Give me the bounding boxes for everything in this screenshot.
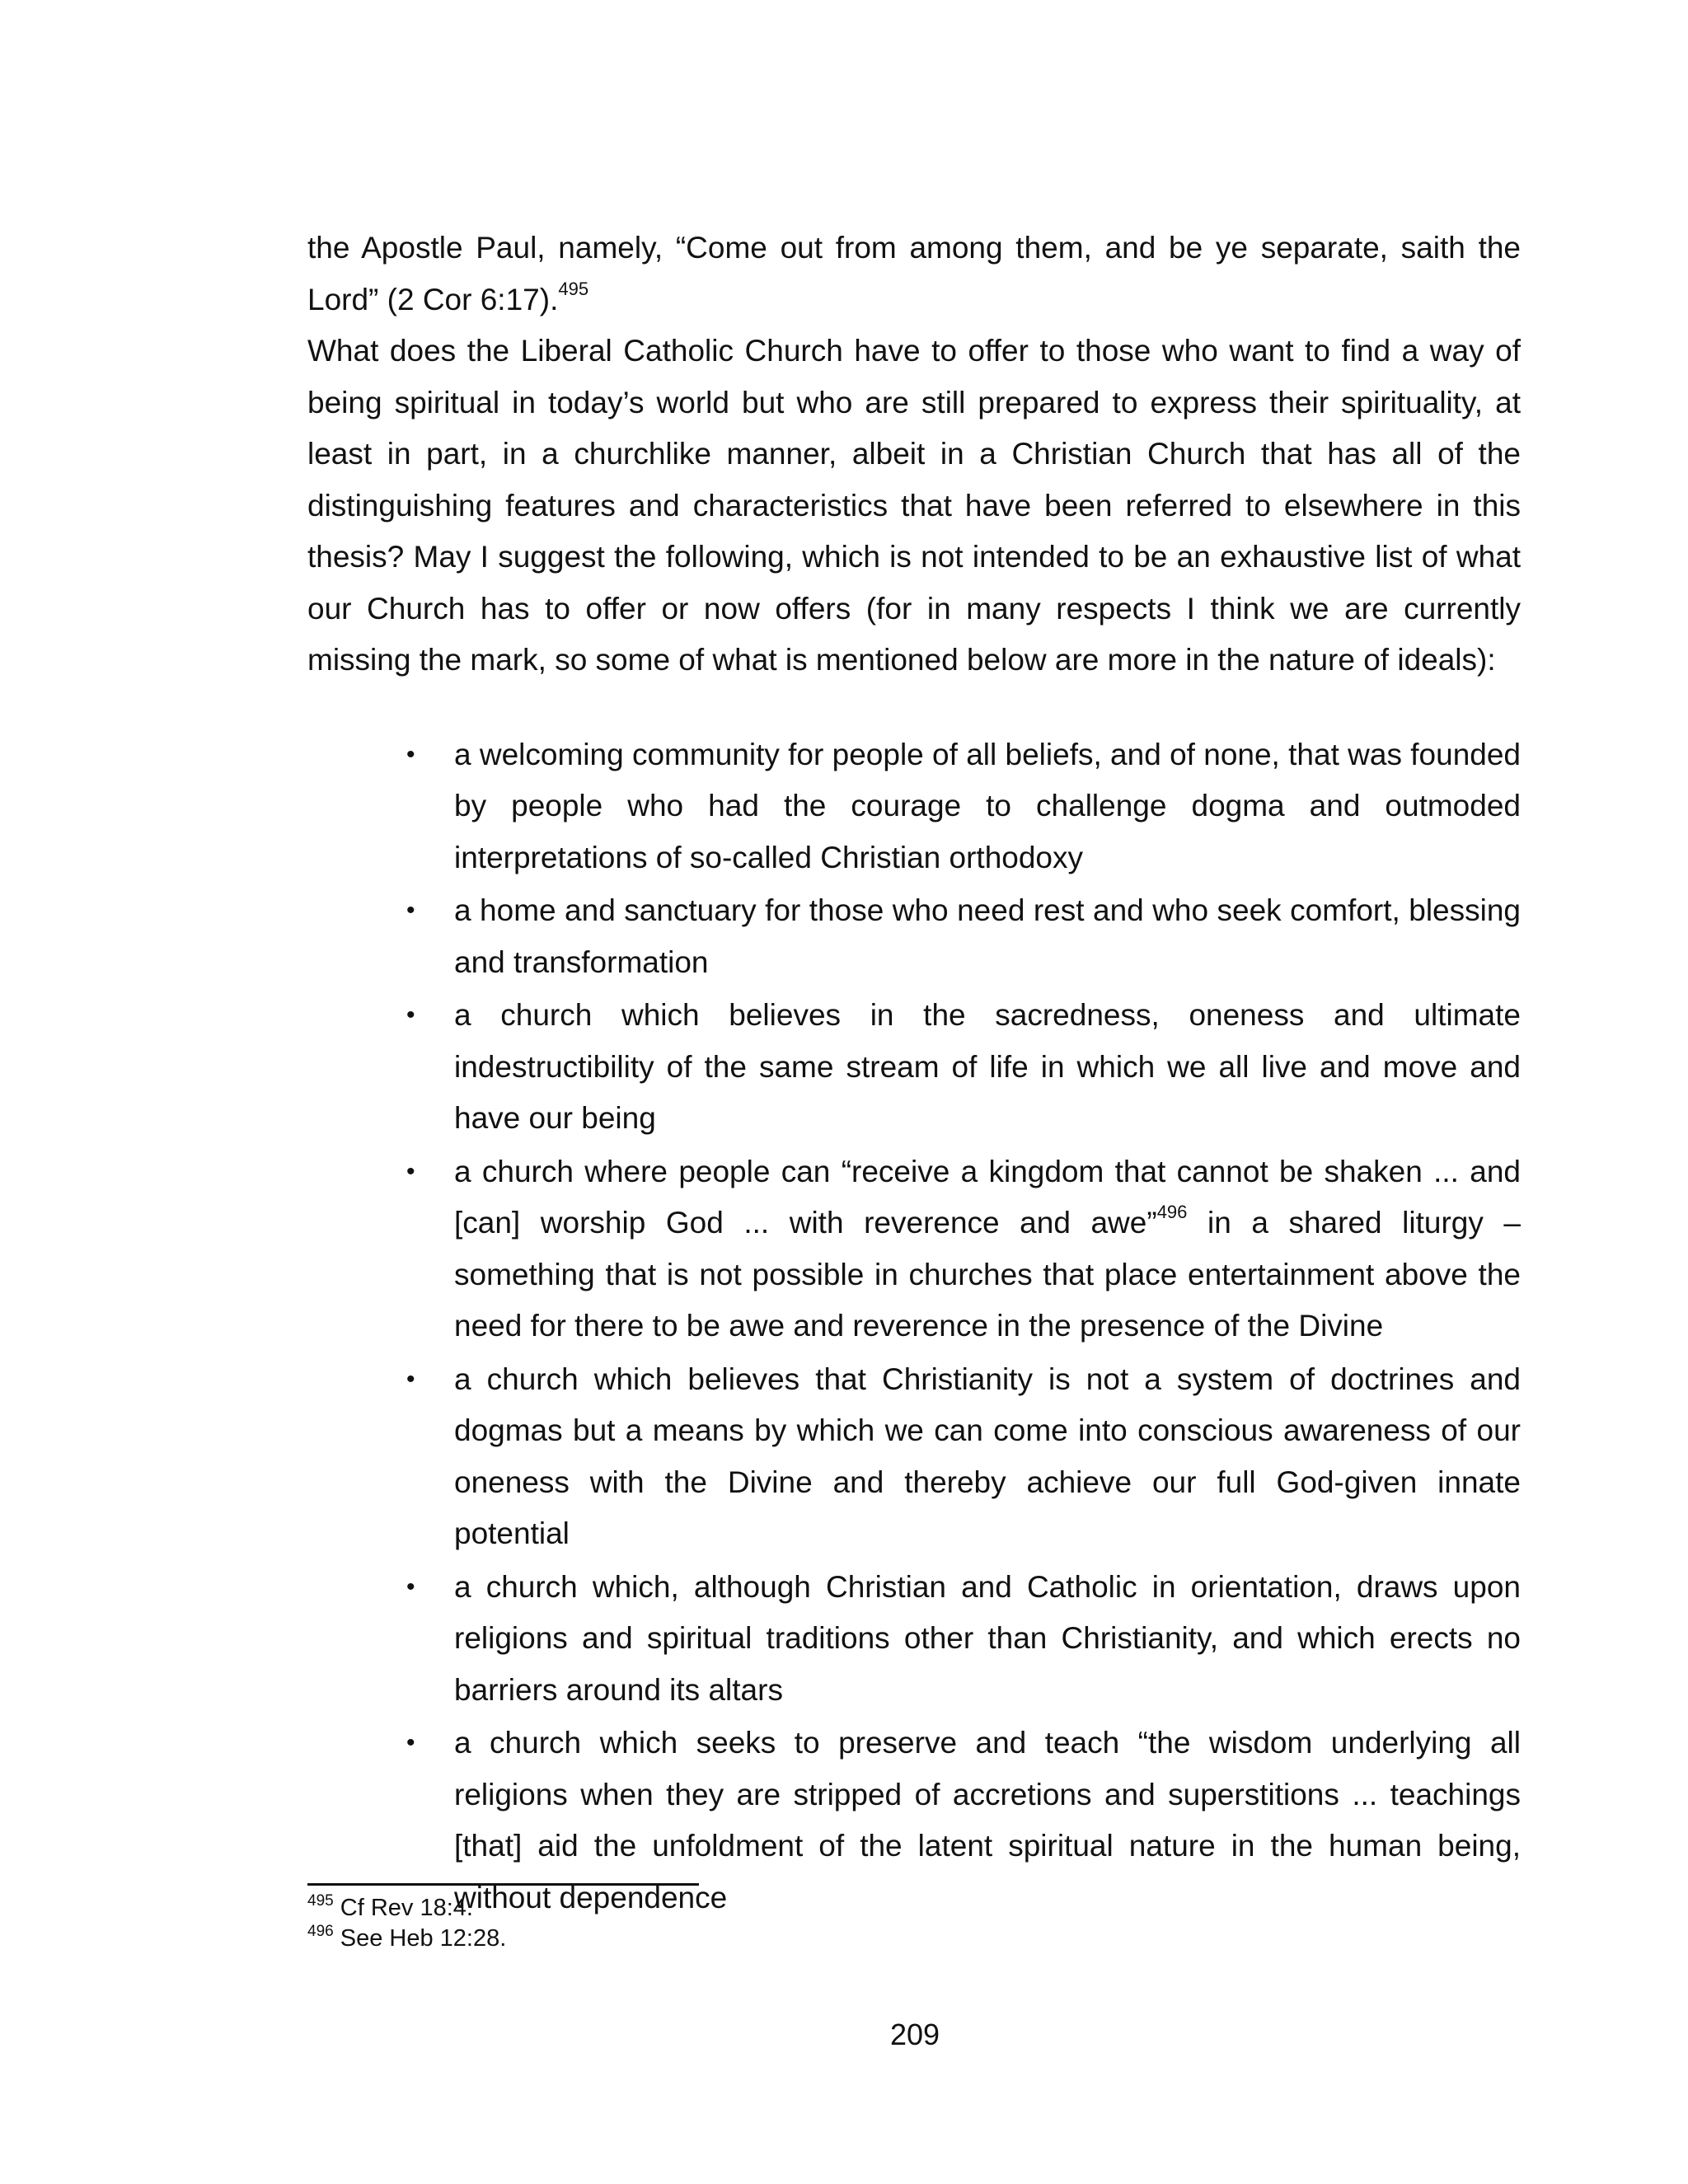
page-body: [307, 223, 1521, 1925]
list-item: [307, 729, 1521, 884]
footnote-number: 496: [307, 1923, 334, 1940]
list-item-text: a church where people can “receive a kingdom that cannot be shaken ... and [can] worship God ... with reverence and awe”: [454, 1154, 1521, 1240]
bullet-marker: •: [406, 1572, 415, 1601]
footnote-ref-496[interactable]: 496: [1156, 1202, 1188, 1222]
list-item-text: a home and sanctuary for those who need rest and who seek comfort, blessing and transformation: [454, 893, 1521, 979]
footnote-ref-495[interactable]: 495: [558, 278, 589, 299]
list-item-text: a church which seeks to preserve and teach “the wisdom underlying all religions when they are stripped of accretions and superstitions ... teachings [that] aid the unfoldment of the latent spiritual nature in the human being, without dependence: [454, 1726, 1521, 1915]
list-item: [307, 1562, 1521, 1717]
paragraph-2: What does the Liberal Catholic Church have to offer to those who want to find a way of being spiritual in today’s world but who are still prepared to express their spirituality, at least in part, in a churchlike manner, albeit in a Christian Church that has all of the distinguishing features and characteristics that have been referred to elsewhere in this thesis? May I suggest the following, which is not intended to be an exhaustive list of what our Church has to offer or now offers (for in many respects I think we are currently missing the mark, so some of what is mentioned below are more in the nature of ideals):: [307, 334, 1521, 677]
list-item-text: a church which believes that Christianity is not a system of doctrines and dogmas but a means by which we can come into conscious awareness of our oneness with the Divine and thereby achieve our full God-given innate potential: [454, 1361, 1521, 1550]
list-item-text: a welcoming community for people of all beliefs, and of none, that was founded by people who had the courage to challenge dogma and outmoded interpretations of so-called Christian orthodoxy: [454, 737, 1521, 874]
footnotes: [307, 1893, 1049, 1954]
paragraph-1-text: the Apostle Paul, namely, “Come out from among them, and be ye separate, saith the Lord” (2 Cor 6:17).: [307, 231, 1521, 316]
list-item-text: a church which, although Christian and Catholic in orientation, draws upon religions and spiritual traditions other than Christianity, and which erects no barriers around its altars: [454, 1569, 1521, 1707]
list-item: [307, 1146, 1521, 1352]
page-number: 209: [889, 2018, 940, 2051]
bullet-marker: •: [406, 1729, 415, 1756]
footnote-number: 495: [307, 1892, 334, 1910]
bullet-marker: •: [406, 1001, 415, 1029]
footnote-text: Cf Rev 18:4.: [333, 1895, 473, 1921]
list-item-text: a church which believes in the sacredness, oneness and ultimate indestructibility of the same stream of life in which we all live and move and have our being: [454, 998, 1521, 1135]
paragraph-1: [307, 223, 1521, 326]
bullet-list: [307, 729, 1521, 1924]
bullet-marker: •: [406, 1365, 415, 1393]
bullet-marker: •: [406, 740, 415, 768]
bullet-marker: •: [406, 1157, 415, 1185]
footnote-496: [307, 1924, 1049, 1954]
list-item-text-continued: in a shared liturgy – something that is not possible in churches that place entertainment above the need for there to be awe and reverence in the presence of the Divine: [454, 1206, 1521, 1343]
list-item: [307, 885, 1521, 988]
list-item: [307, 990, 1521, 1145]
footnote-divider: [307, 1883, 699, 1886]
list-item: [307, 1354, 1521, 1560]
bullet-marker: •: [406, 897, 415, 924]
footnote-text: See Heb 12:28.: [333, 1925, 507, 1952]
footnote-495: [307, 1893, 1049, 1924]
